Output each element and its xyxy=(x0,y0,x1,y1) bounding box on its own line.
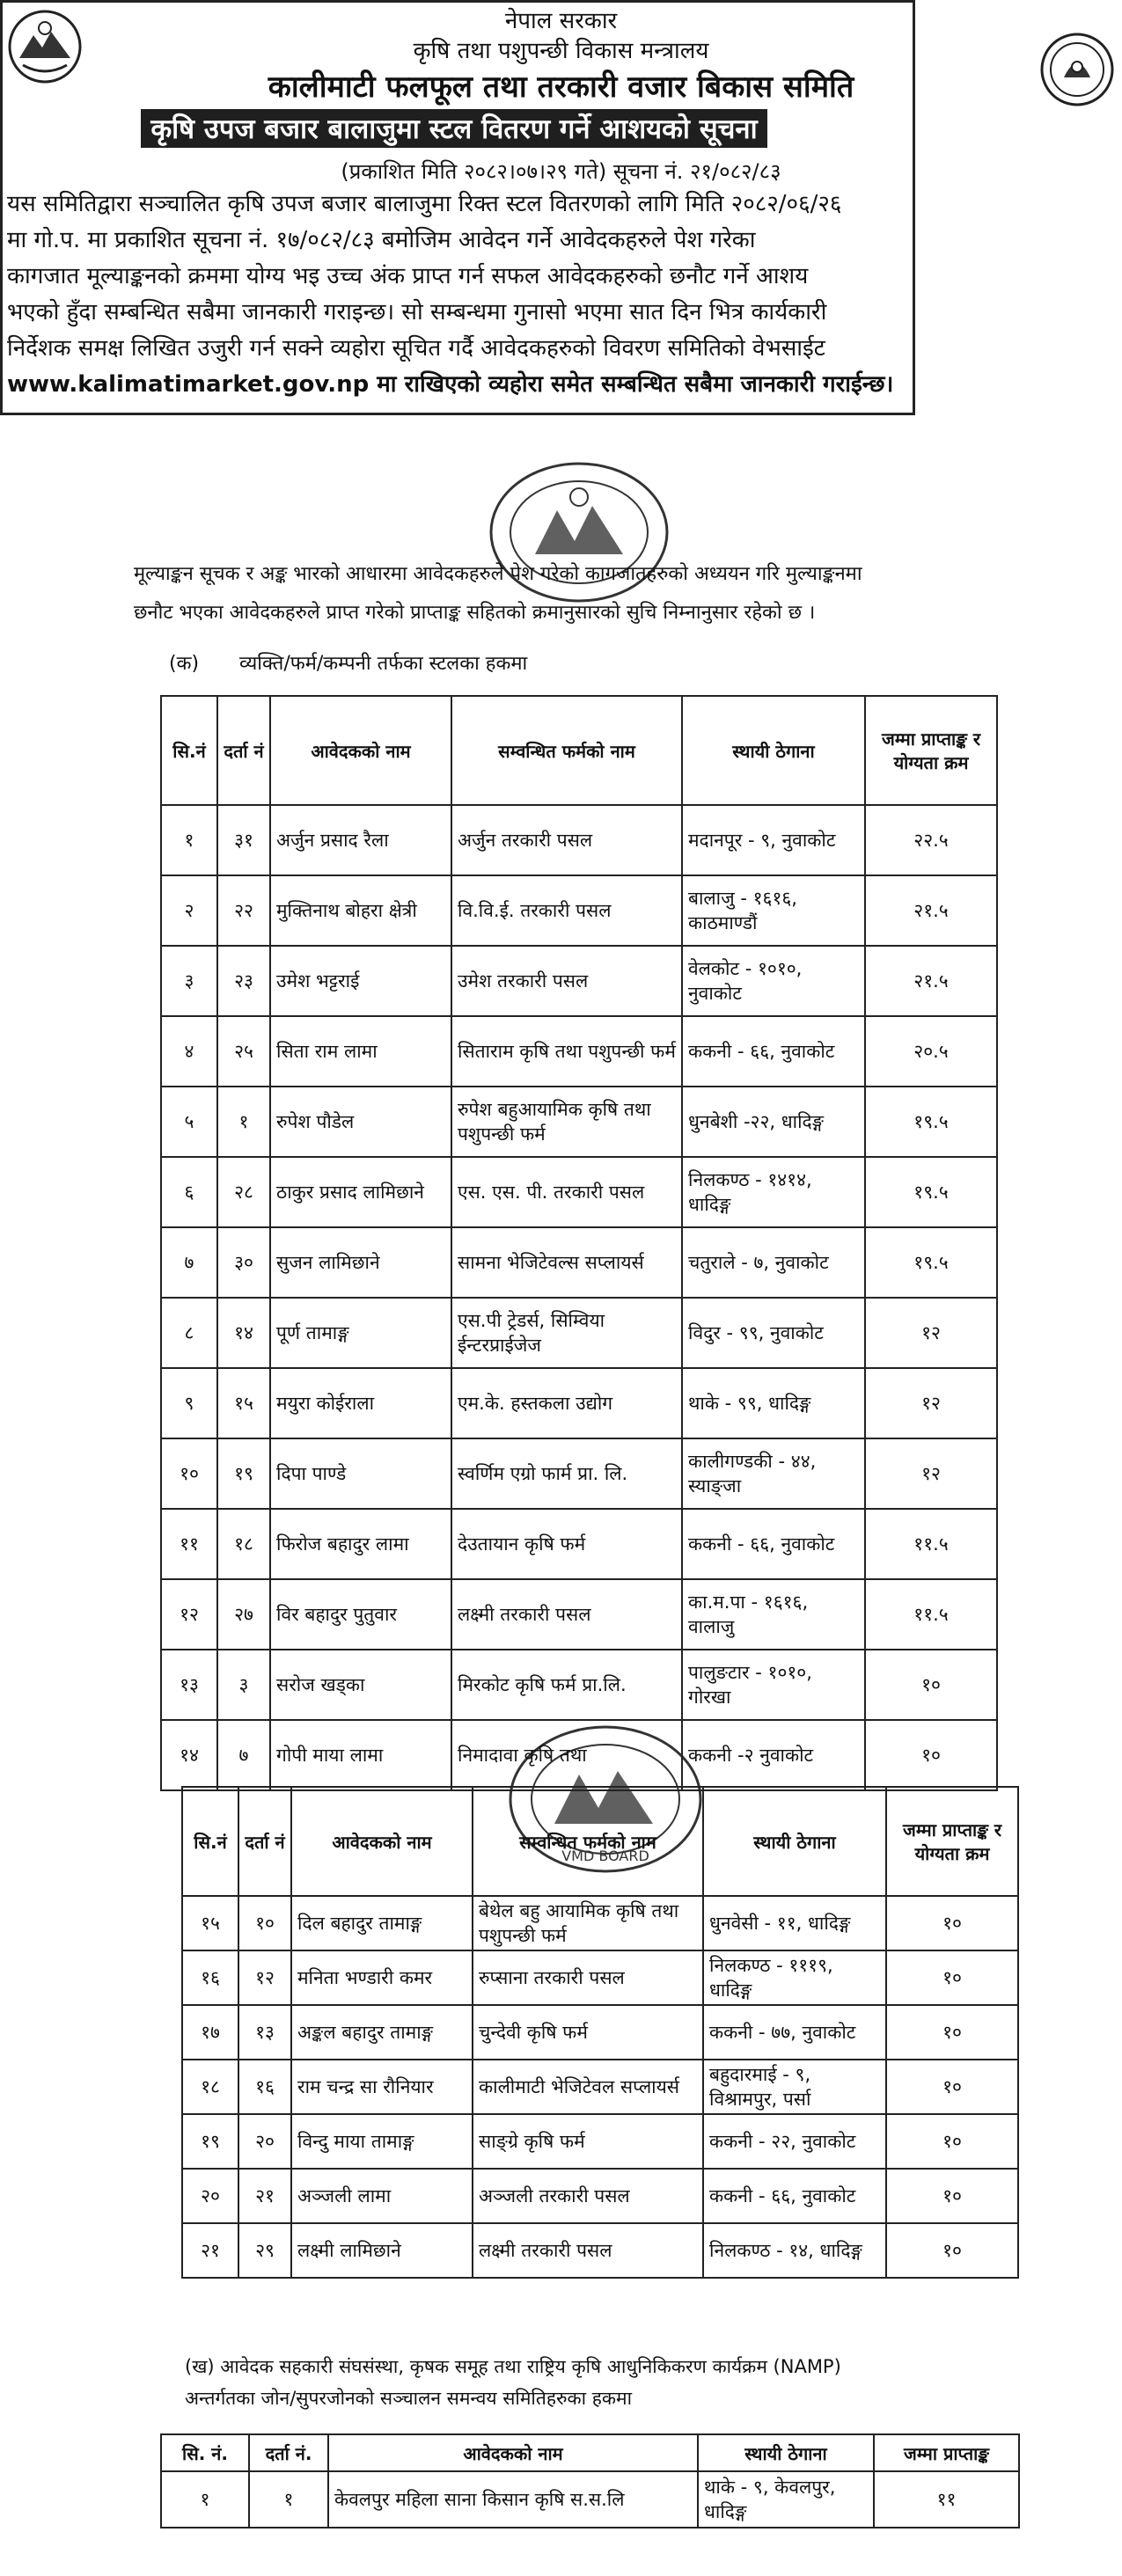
table-cell: १० xyxy=(886,1950,1018,2005)
table-row xyxy=(161,2471,1019,2528)
table-cell: १७ xyxy=(182,2005,238,2060)
table-cell: ककनी -२ नुवाकोट xyxy=(682,1720,865,1790)
table-cell: १० xyxy=(886,2005,1018,2060)
table-cell: वेलकोट - १०१०, नुवाकोट xyxy=(682,946,865,1016)
table-cell: १० xyxy=(865,1650,997,1720)
table-cell: २० xyxy=(238,2114,291,2169)
table-cell: ककनी - ७७, नुवाकोट xyxy=(703,2005,886,2060)
table-cell: १९.५ xyxy=(865,1157,997,1227)
table-cell: विन्दु माया तामाङ्ग xyxy=(291,2114,473,2169)
header-address: स्थायी ठेगाना xyxy=(703,1787,886,1896)
table-cell: राम चन्द्र सा रौनियार xyxy=(291,2060,473,2114)
table-cell: सरोज खड्का xyxy=(270,1650,451,1720)
table-cell: १८ xyxy=(217,1509,270,1579)
table-cell: १० xyxy=(886,2223,1018,2278)
table-row xyxy=(161,1087,997,1157)
table-row xyxy=(182,2114,1018,2169)
table-cell: २०.५ xyxy=(865,1016,997,1087)
table-row xyxy=(161,1298,997,1368)
header-applicant-name: आवेदकको नाम xyxy=(328,2434,698,2471)
table-cell: सिता राम लामा xyxy=(270,1016,451,1087)
table-row xyxy=(161,1157,997,1227)
header-address: स्थायी ठेगाना xyxy=(698,2434,874,2471)
notice-line: www.kalimatimarket.gov.np मा राखिएको व्यहोरा समेत सम्बन्धित सबैमा जानकारी गराईन्छ। xyxy=(7,371,894,398)
table-header-row xyxy=(182,1787,1018,1896)
table-cell: विदुर - ९९, नुवाकोट xyxy=(682,1298,865,1368)
table-cell: ३ xyxy=(217,1650,270,1720)
table-cell: अञ्जली तरकारी पसल xyxy=(473,2169,703,2223)
header-firm-name: सम्वन्धित फर्मको नाम xyxy=(451,696,682,805)
table-cell: ८ xyxy=(161,1298,217,1368)
table-cell: १२ xyxy=(865,1438,997,1509)
table-row xyxy=(161,1650,997,1720)
table-cell: अर्जुन तरकारी पसल xyxy=(451,805,682,875)
table-row xyxy=(161,875,997,946)
table-cell: १० xyxy=(865,1720,997,1790)
table-cell: लक्ष्मी तरकारी पसल xyxy=(451,1579,682,1650)
table-cell: १५ xyxy=(182,1896,238,1950)
table-cell: ३ xyxy=(161,946,217,1016)
table-cell: फिरोज बहादुर लामा xyxy=(270,1509,451,1579)
table-cell: ककनी - २२, नुवाकोट xyxy=(703,2114,886,2169)
table-cell: मदानपूर - ९, नुवाकोट xyxy=(682,805,865,875)
table-cell: १९ xyxy=(217,1438,270,1509)
table-header-row xyxy=(161,696,997,805)
table-cell: १६ xyxy=(238,2060,291,2114)
header-serial: सि.नं xyxy=(182,1787,238,1896)
header-address: स्थायी ठेगाना xyxy=(682,696,865,805)
header-total-score: जम्मा प्राप्ताङ्क xyxy=(874,2434,1019,2471)
table-cell: अर्जुन प्रसाद रैला xyxy=(270,805,451,875)
notice-paragraph xyxy=(7,187,1113,403)
table-cell: निलकण्ठ - १४१४, धादिङ्ग xyxy=(682,1157,865,1227)
table-cell: ठाकुर प्रसाद लामिछाने xyxy=(270,1157,451,1227)
table-row xyxy=(182,2060,1018,2114)
table-row xyxy=(182,1950,1018,2005)
table-cell: १३ xyxy=(238,2005,291,2060)
header-total-score: जम्मा प्राप्ताङ्क र योग्यता क्रम xyxy=(865,696,997,805)
table-cell: २७ xyxy=(217,1579,270,1650)
table-cell: मयुरा कोईराला xyxy=(270,1368,451,1438)
table-cell: १४ xyxy=(161,1720,217,1790)
table-cell: १० xyxy=(886,2060,1018,2114)
notice-line: मा गो.प. मा प्रकाशित सूचना नं. १७/०८२/८३ बमोजिम आवेदन गर्ने आवेदकहरुले पेश गरेका xyxy=(7,227,756,253)
table-cell: बेथेल बहु आयामिक कृषि तथा पशुपन्छी फर्म xyxy=(473,1896,703,1950)
table-row xyxy=(182,1896,1018,1950)
table-cell: अञ्जली लामा xyxy=(291,2169,473,2223)
table-cell: २३ xyxy=(217,946,270,1016)
table-cell: ४ xyxy=(161,1016,217,1087)
table-cell: बालाजु - १६१६, काठमाण्डौं xyxy=(682,875,865,946)
header-reg-no: दर्ता नं xyxy=(217,696,270,805)
table-cell: १० xyxy=(886,1896,1018,1950)
table-row xyxy=(161,1227,997,1298)
table-cell: २१ xyxy=(182,2223,238,2278)
stall-applicant-table-continued xyxy=(181,1786,1019,2279)
table-cell: चतुराले - ७, नुवाकोट xyxy=(682,1227,865,1298)
section-a-title: व्यक्ति/फर्म/कम्पनी तर्फका स्टलका हकमा xyxy=(239,653,528,675)
table-cell: स्वर्णिम एग्रो फार्म प्रा. लि. xyxy=(451,1438,682,1509)
table-cell: दिल बहादुर तामाङ्ग xyxy=(291,1896,473,1950)
table-cell: १२ xyxy=(238,1950,291,2005)
table-cell: का.म.पा - १६१६, वालाजु xyxy=(682,1579,865,1650)
table-cell: १ xyxy=(249,2471,328,2528)
table-cell: २० xyxy=(182,2169,238,2223)
table-cell: दिपा पाण्डे xyxy=(270,1438,451,1509)
table-cell: ५ xyxy=(161,1087,217,1157)
table-cell: १९.५ xyxy=(865,1087,997,1157)
table-cell: बहुदारमाई - ९, विश्रामपुर, पर्सा xyxy=(703,2060,886,2114)
table-cell: १९ xyxy=(182,2114,238,2169)
table-cell: मुक्तिनाथ बोहरा क्षेत्री xyxy=(270,875,451,946)
table-cell: धुनबेशी -२२, धादिङ्ग xyxy=(682,1087,865,1157)
table-cell: गोपी माया लामा xyxy=(270,1720,451,1790)
table-cell: ३० xyxy=(217,1227,270,1298)
table-row xyxy=(161,805,997,875)
table-cell: एम.के. हस्तकला उद्योग xyxy=(451,1368,682,1438)
table-cell: ककनी - ६६, नुवाकोट xyxy=(703,2169,886,2223)
table-cell: विर बहादुर पुतुवार xyxy=(270,1579,451,1650)
table-cell: एस.पी ट्रेडर्स, सिम्विया ईन्टरप्राईजेज xyxy=(451,1298,682,1368)
header-serial: सि. नं. xyxy=(161,2434,249,2471)
header-reg-no: दर्ता नं xyxy=(238,1787,291,1896)
table-cell: १४ xyxy=(217,1298,270,1368)
table-cell: सामना भेजिटेवल्स सप्लायर्स xyxy=(451,1227,682,1298)
table-cell: २९ xyxy=(238,2223,291,2278)
table-row xyxy=(182,2169,1018,2223)
table-cell: पूर्ण तामाङ्ग xyxy=(270,1298,451,1368)
stall-applicant-table xyxy=(160,695,998,1791)
table-row xyxy=(161,1438,997,1509)
table-cell: ११.५ xyxy=(865,1579,997,1650)
notice-line: यस समितिद्वारा सञ्चालित कृषि उपज बजार बालाजुमा रिक्त स्टल वितरणको लागि मिति २०८२/०६/२६ xyxy=(7,191,842,217)
table-cell: २८ xyxy=(217,1157,270,1227)
table-cell: ककनी - ६६, नुवाकोट xyxy=(682,1509,865,1579)
table-cell: २२ xyxy=(217,875,270,946)
section-a-marker: (क) xyxy=(169,653,200,675)
table-cell: पालुङटार - १०१०, गोरखा xyxy=(682,1650,865,1720)
table-cell: मनिता भण्डारी कमर xyxy=(291,1950,473,2005)
table-cell: रुपेश पौडेल xyxy=(270,1087,451,1157)
table-cell: ९ xyxy=(161,1368,217,1438)
table-cell: २१.५ xyxy=(865,946,997,1016)
table-cell: ११ xyxy=(874,2471,1019,2528)
table-cell: लक्ष्मी लामिछाने xyxy=(291,2223,473,2278)
table-cell: देउतायान कृषि फर्म xyxy=(451,1509,682,1579)
ministry-title: कृषि तथा पशुपन्छी विकास मन्त्रालय xyxy=(413,38,709,64)
table-row xyxy=(161,1720,997,1790)
notice-box xyxy=(0,0,915,415)
table-cell: १ xyxy=(161,2471,249,2528)
table-cell: ककनी - ६६, नुवाकोट xyxy=(682,1016,865,1087)
table-cell: १३ xyxy=(161,1650,217,1720)
table-row xyxy=(161,1579,997,1650)
notice-headline: कृषि उपज बजार बालाजुमा स्टल वितरण गर्ने आशयको सूचना xyxy=(141,109,767,148)
table-cell: एस. एस. पी. तरकारी पसल xyxy=(451,1157,682,1227)
government-title: नेपाल सरकार xyxy=(504,8,618,34)
table-cell: १५ xyxy=(217,1368,270,1438)
table-cell: उमेश भट्टराई xyxy=(270,946,451,1016)
table-cell: थाके - ९९, धादिङ्ग xyxy=(682,1368,865,1438)
table-cell: ७ xyxy=(161,1227,217,1298)
table-cell: सुजन लामिछाने xyxy=(270,1227,451,1298)
notice-line: भएको हुँदा सम्बन्धित सबैमा जानकारी गराइन्छ। सो सम्बन्धमा गुनासो भएमा सात दिन भित्र कार्यकारी xyxy=(7,299,827,326)
table-cell: ७ xyxy=(217,1720,270,1790)
table-cell: निलकण्ठ - १११९, धादिङ्ग xyxy=(703,1950,886,2005)
intro-line: छनौट भएका आवेदकहरुले प्राप्त गरेको प्राप्ताङ्क सहितको क्रमानुसारको सुचि निम्नानुसार रहेको छ । xyxy=(134,602,816,624)
table-cell: उमेश तरकारी पसल xyxy=(451,946,682,1016)
table-cell: १० xyxy=(886,2169,1018,2223)
table-cell: थाके - ९, केवलपुर, धादिङ्ग xyxy=(698,2471,874,2528)
table-cell: १२ xyxy=(161,1579,217,1650)
table-cell: ६ xyxy=(161,1157,217,1227)
table-cell: १ xyxy=(161,805,217,875)
table-cell: चुन्देवी कृषि फर्म xyxy=(473,2005,703,2060)
notice-line: कागजात मूल्याङ्कनको क्रममा योग्य भइ उच्च अंक प्राप्त गर्न सफल आवेदकहरुको छनौट गर्ने आशय xyxy=(7,263,809,289)
table-cell: २१.५ xyxy=(865,875,997,946)
table-cell: केवलपुर महिला साना किसान कृषि स.स.लि xyxy=(328,2471,698,2528)
table-cell: लक्ष्मी तरकारी पसल xyxy=(473,2223,703,2278)
table-cell: २ xyxy=(161,875,217,946)
table-row xyxy=(161,1368,997,1438)
table-cell: सिताराम कृषि तथा पशुपन्छी फर्म xyxy=(451,1016,682,1087)
table-cell: २१ xyxy=(238,2169,291,2223)
stamp-label: VMD BOARD xyxy=(561,1848,649,1864)
header-serial: सि.नं xyxy=(161,696,217,805)
table-cell: कालीगण्डकी - ४४, स्याङ्जा xyxy=(682,1438,865,1509)
table-cell: १० xyxy=(886,2114,1018,2169)
table-cell: साङ्ग्रे कृषि फर्म xyxy=(473,2114,703,2169)
table-cell: अङ्कल बहादुर तामाङ्ग xyxy=(291,2005,473,2060)
table-cell: निमादावा कृषि तथा xyxy=(451,1720,682,1790)
header-firm-name: सम्वन्धित फर्मको नाम xyxy=(473,1787,703,1896)
header-reg-no: दर्ता नं. xyxy=(249,2434,328,2471)
table-row xyxy=(161,1509,997,1579)
notice-line: निर्देशक समक्ष लिखित उजुरी गर्न सक्ने व्यहोरा सूचित गर्दै आवेदकहरुको विवरण समितिको वेभसाईट xyxy=(7,335,825,362)
table-cell: धुनवेसी - ११, धादिङ्ग xyxy=(703,1896,886,1950)
table-header-row xyxy=(161,2434,1019,2471)
table-cell: ११ xyxy=(161,1509,217,1579)
table-row xyxy=(182,2223,1018,2278)
table-cell: ३१ xyxy=(217,805,270,875)
committee-title: कालीमाटी फलफूल तथा तरकारी वजार बिकास समिति xyxy=(268,70,854,105)
table-row xyxy=(161,946,997,1016)
intro-line: मूल्याङ्कन सूचक र अङ्क भारको आधारमा आवेदकहरुले पेश गरेको कागजातहरुको अध्ययन गरि मुल्याङ्कनमा xyxy=(134,563,862,585)
table-cell: कालीमाटी भेजिटेवल सप्लायर्स xyxy=(473,2060,703,2114)
table-cell: २२.५ xyxy=(865,805,997,875)
table-row xyxy=(161,1016,997,1087)
table-cell: १९.५ xyxy=(865,1227,997,1298)
table-cell: २५ xyxy=(217,1016,270,1087)
table-cell: १२ xyxy=(865,1298,997,1368)
cooperative-applicant-table xyxy=(160,2433,1020,2528)
header-total-score: जम्मा प्राप्ताङ्क र योग्यता क्रम xyxy=(886,1787,1018,1896)
table-row xyxy=(182,2005,1018,2060)
table-cell: मिरकोट कृषि फर्म प्रा.लि. xyxy=(451,1650,682,1720)
table-cell: ११.५ xyxy=(865,1509,997,1579)
table-cell: १८ xyxy=(182,2060,238,2114)
table-cell: रुप्साना तरकारी पसल xyxy=(473,1950,703,2005)
table-cell: १० xyxy=(238,1896,291,1950)
header-applicant-name: आवेदकको नाम xyxy=(270,696,451,805)
table-cell: १ xyxy=(217,1087,270,1157)
table-cell: १६ xyxy=(182,1950,238,2005)
table-cell: १२ xyxy=(865,1368,997,1438)
published-line: (प्रकाशित मिति २०८२।०७।२९ गते) सूचना नं. २१/०८२/८३ xyxy=(341,159,781,184)
section-b-line: (ख) आवेदक सहकारी संघसंस्था, कृषक समूह तथा राष्ट्रिय कृषि आधुनिकिकरण कार्यक्रम (NAMP) xyxy=(185,2356,841,2377)
table-cell: रुपेश बहुआयामिक कृषि तथा पशुपन्छी फर्म xyxy=(451,1087,682,1157)
table-cell: वि.वि.ई. तरकारी पसल xyxy=(451,875,682,946)
header-applicant-name: आवेदकको नाम xyxy=(291,1787,473,1896)
table-cell: १० xyxy=(161,1438,217,1509)
table-cell: निलकण्ठ - १४, धादिङ्ग xyxy=(703,2223,886,2278)
section-b-line: अन्तर्गतका जोन/सुपरजोनको सञ्चालन समन्वय समितिहरुका हकमा xyxy=(185,2388,633,2409)
